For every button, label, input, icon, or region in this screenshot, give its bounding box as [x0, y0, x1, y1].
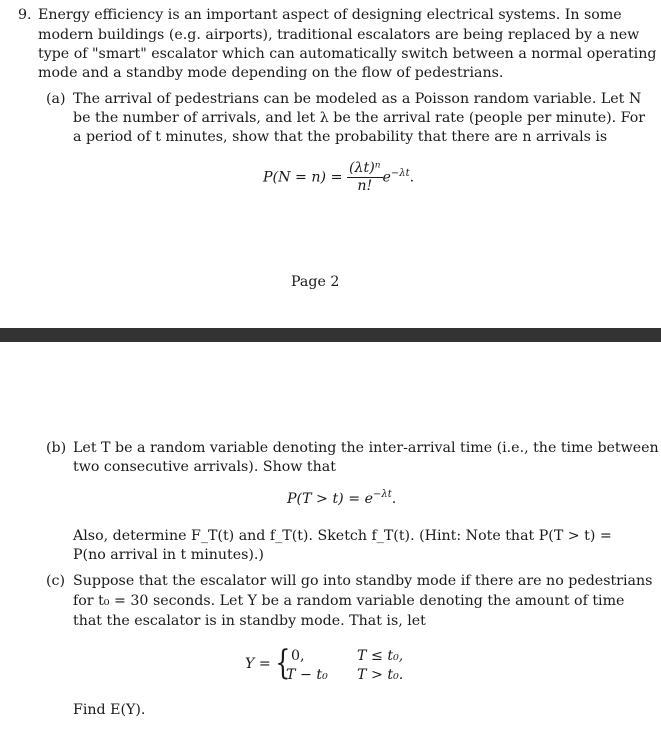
intro-line-3: type of "smart" escalator which can automatically switch between a normal operating — [38, 46, 657, 62]
part-a-line-1: The arrival of pedestrians can be modeled as a Poisson random variable. Let N — [73, 91, 642, 107]
problem-number: 9. — [18, 7, 32, 23]
page-bottom — [0, 342, 661, 740]
intro-line-1: Energy efficiency is an important aspect of designing electrical systems. In some — [38, 7, 622, 23]
page-top — [0, 0, 661, 328]
formula-b — [287, 490, 396, 511]
formula-a-denominator: n! — [357, 178, 373, 194]
case-1-condition: T ≤ t₀, — [357, 648, 404, 664]
formula-b-end: . — [391, 491, 397, 507]
part-a-line-3: a period of t minutes, show that the probability that there are n arrivals is — [73, 129, 608, 145]
formula-a-numerator: (λt)ⁿ — [349, 160, 381, 176]
part-c-label: (c) — [46, 573, 66, 589]
formula-b-exponent: −λt — [373, 489, 392, 500]
part-c-line-3: that the escalator is in standby mode. That is, let — [73, 613, 426, 629]
intro-line-2: modern buildings (e.g. airports), traditional escalators are being replaced by a new — [38, 27, 640, 43]
formula-a-exp-base: e — [382, 169, 391, 186]
case-2-condition: T > t₀. — [357, 667, 404, 683]
part-c-line-1: Suppose that the escalator will go into standby mode if there are no pedestrians — [73, 573, 653, 589]
poisson-formula — [263, 160, 414, 195]
formula-a-end: . — [409, 169, 415, 186]
formula-a-lhs: P(N = n) = — [263, 169, 343, 186]
part-a-label: (a) — [46, 91, 66, 107]
formula-a-exponent: −λt — [390, 167, 410, 179]
formula-b-body: P(T > t) = e — [287, 491, 373, 507]
piecewise-brace: { — [275, 643, 291, 683]
part-b-line-2: two consecutive arrivals). Show that — [73, 459, 336, 475]
piecewise-lhs: Y = — [245, 656, 271, 672]
case-2-value: T − t₀ — [286, 667, 328, 683]
part-b-line-1: Let T be a random variable denoting the inter-arrival time (i.e., the time between — [73, 440, 659, 456]
find-expectation: Find E(Y). — [73, 702, 146, 718]
part-c-line-2: for t₀ = 30 seconds. Let Y be a random variable denoting the amount of time — [73, 593, 625, 609]
part-b-label: (b) — [46, 440, 67, 456]
part-a-line-2: be the number of arrivals, and let λ be the arrival rate (people per minute). For — [73, 110, 646, 126]
formula-a-fraction — [347, 160, 383, 195]
page-label: Page 2 — [291, 274, 340, 290]
part-b-also-line-2: P(no arrival in t minutes).) — [73, 547, 264, 563]
intro-line-4: mode and a standby mode depending on the flow of pedestrians. — [38, 65, 504, 81]
part-b-also-line-1: Also, determine F_T(t) and f_T(t). Sketch f_T(t). (Hint: Note that P(T > t) = — [73, 528, 612, 544]
page-divider — [0, 328, 661, 342]
case-1-value: 0, — [291, 648, 305, 664]
